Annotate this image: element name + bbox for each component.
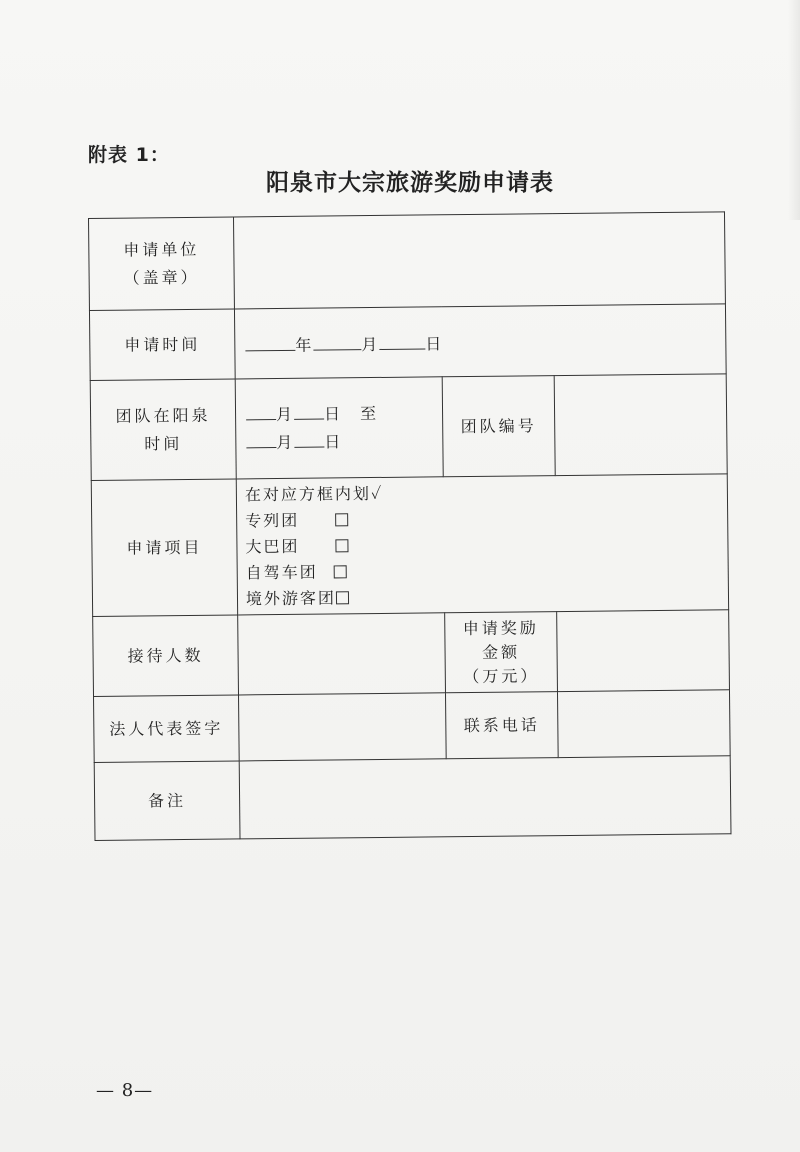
row-applicant <box>89 212 726 311</box>
month-label: 月 <box>361 334 380 354</box>
option-bus-checkbox[interactable] <box>335 539 348 552</box>
reward-label-3: （万元） <box>463 665 540 686</box>
month-blank[interactable] <box>313 331 361 351</box>
team-time-label-2: 时间 <box>144 433 183 453</box>
remarks-label: 备注 <box>94 761 240 841</box>
legal-rep-value-cell[interactable] <box>239 693 447 761</box>
start-day-blank[interactable] <box>294 400 324 419</box>
team-number-value-cell[interactable] <box>554 374 727 476</box>
option-selfdrive-checkbox[interactable] <box>334 565 347 578</box>
end-day-label: 日 <box>324 431 343 452</box>
option-train-label: 专列团 <box>245 510 300 530</box>
year-blank[interactable] <box>245 331 295 351</box>
application-form <box>88 211 730 842</box>
attachment-label: 附表 1： <box>88 144 170 166</box>
option-selfdrive-label: 自驾车团 <box>245 562 318 582</box>
row-remarks <box>94 756 731 841</box>
row-team-time <box>90 374 727 481</box>
reward-value-cell[interactable] <box>557 610 730 692</box>
team-time-value-cell[interactable] <box>235 377 443 479</box>
project-label: 申请项目 <box>91 479 237 617</box>
option-overseas-label: 境外游客团 <box>245 587 337 608</box>
reward-label-cell <box>445 612 558 693</box>
phone-label: 联系电话 <box>445 692 558 759</box>
team-time-label: 团队在阳泉 <box>115 405 211 426</box>
end-day-blank[interactable] <box>294 428 324 447</box>
applicant-value-cell[interactable] <box>233 212 725 309</box>
applicant-stamp-note: （盖章） <box>123 267 200 288</box>
apply-time-value-cell[interactable] <box>234 304 726 379</box>
remarks-value-cell[interactable] <box>239 756 731 839</box>
row-apply-time <box>89 304 726 381</box>
start-month-label: 月 <box>275 404 295 424</box>
page-number: — 8— <box>96 1080 154 1101</box>
end-month-blank[interactable] <box>246 429 276 448</box>
day-label: 日 <box>425 333 444 353</box>
legal-rep-label: 法人代表签字 <box>94 695 240 763</box>
project-instruction: 在对应方框内划✓ <box>244 483 384 504</box>
project-options-cell <box>236 474 728 615</box>
reward-label-1: 申请奖励 <box>462 617 539 638</box>
application-table <box>88 211 732 841</box>
option-bus-label: 大巴团 <box>245 536 300 556</box>
day-blank[interactable] <box>379 330 425 349</box>
start-month-blank[interactable] <box>246 401 276 420</box>
reception-label: 接待人数 <box>93 615 239 697</box>
form-title: 阳泉市大宗旅游奖励申请表 <box>266 170 554 196</box>
team-time-end <box>246 427 442 457</box>
team-time-start <box>246 399 442 429</box>
to-label: 至 <box>359 403 379 423</box>
start-day-label: 日 <box>323 403 343 424</box>
applicant-label: 申请单位 <box>123 239 200 260</box>
row-project <box>91 474 728 617</box>
row-reception <box>93 610 730 697</box>
applicant-label-cell <box>89 217 235 311</box>
row-legal-rep <box>94 690 731 763</box>
end-month-label: 月 <box>276 432 295 452</box>
reward-label-2: 金额 <box>481 641 521 662</box>
option-train-checkbox[interactable] <box>335 513 348 526</box>
team-time-label-cell <box>90 379 236 481</box>
year-label: 年 <box>295 335 314 355</box>
phone-value-cell[interactable] <box>557 690 730 758</box>
option-overseas[interactable] <box>246 581 728 612</box>
option-overseas-checkbox[interactable] <box>336 591 349 604</box>
reception-value-cell[interactable] <box>238 613 446 695</box>
team-number-label: 团队编号 <box>442 376 555 477</box>
apply-time-label: 申请时间 <box>89 309 235 381</box>
